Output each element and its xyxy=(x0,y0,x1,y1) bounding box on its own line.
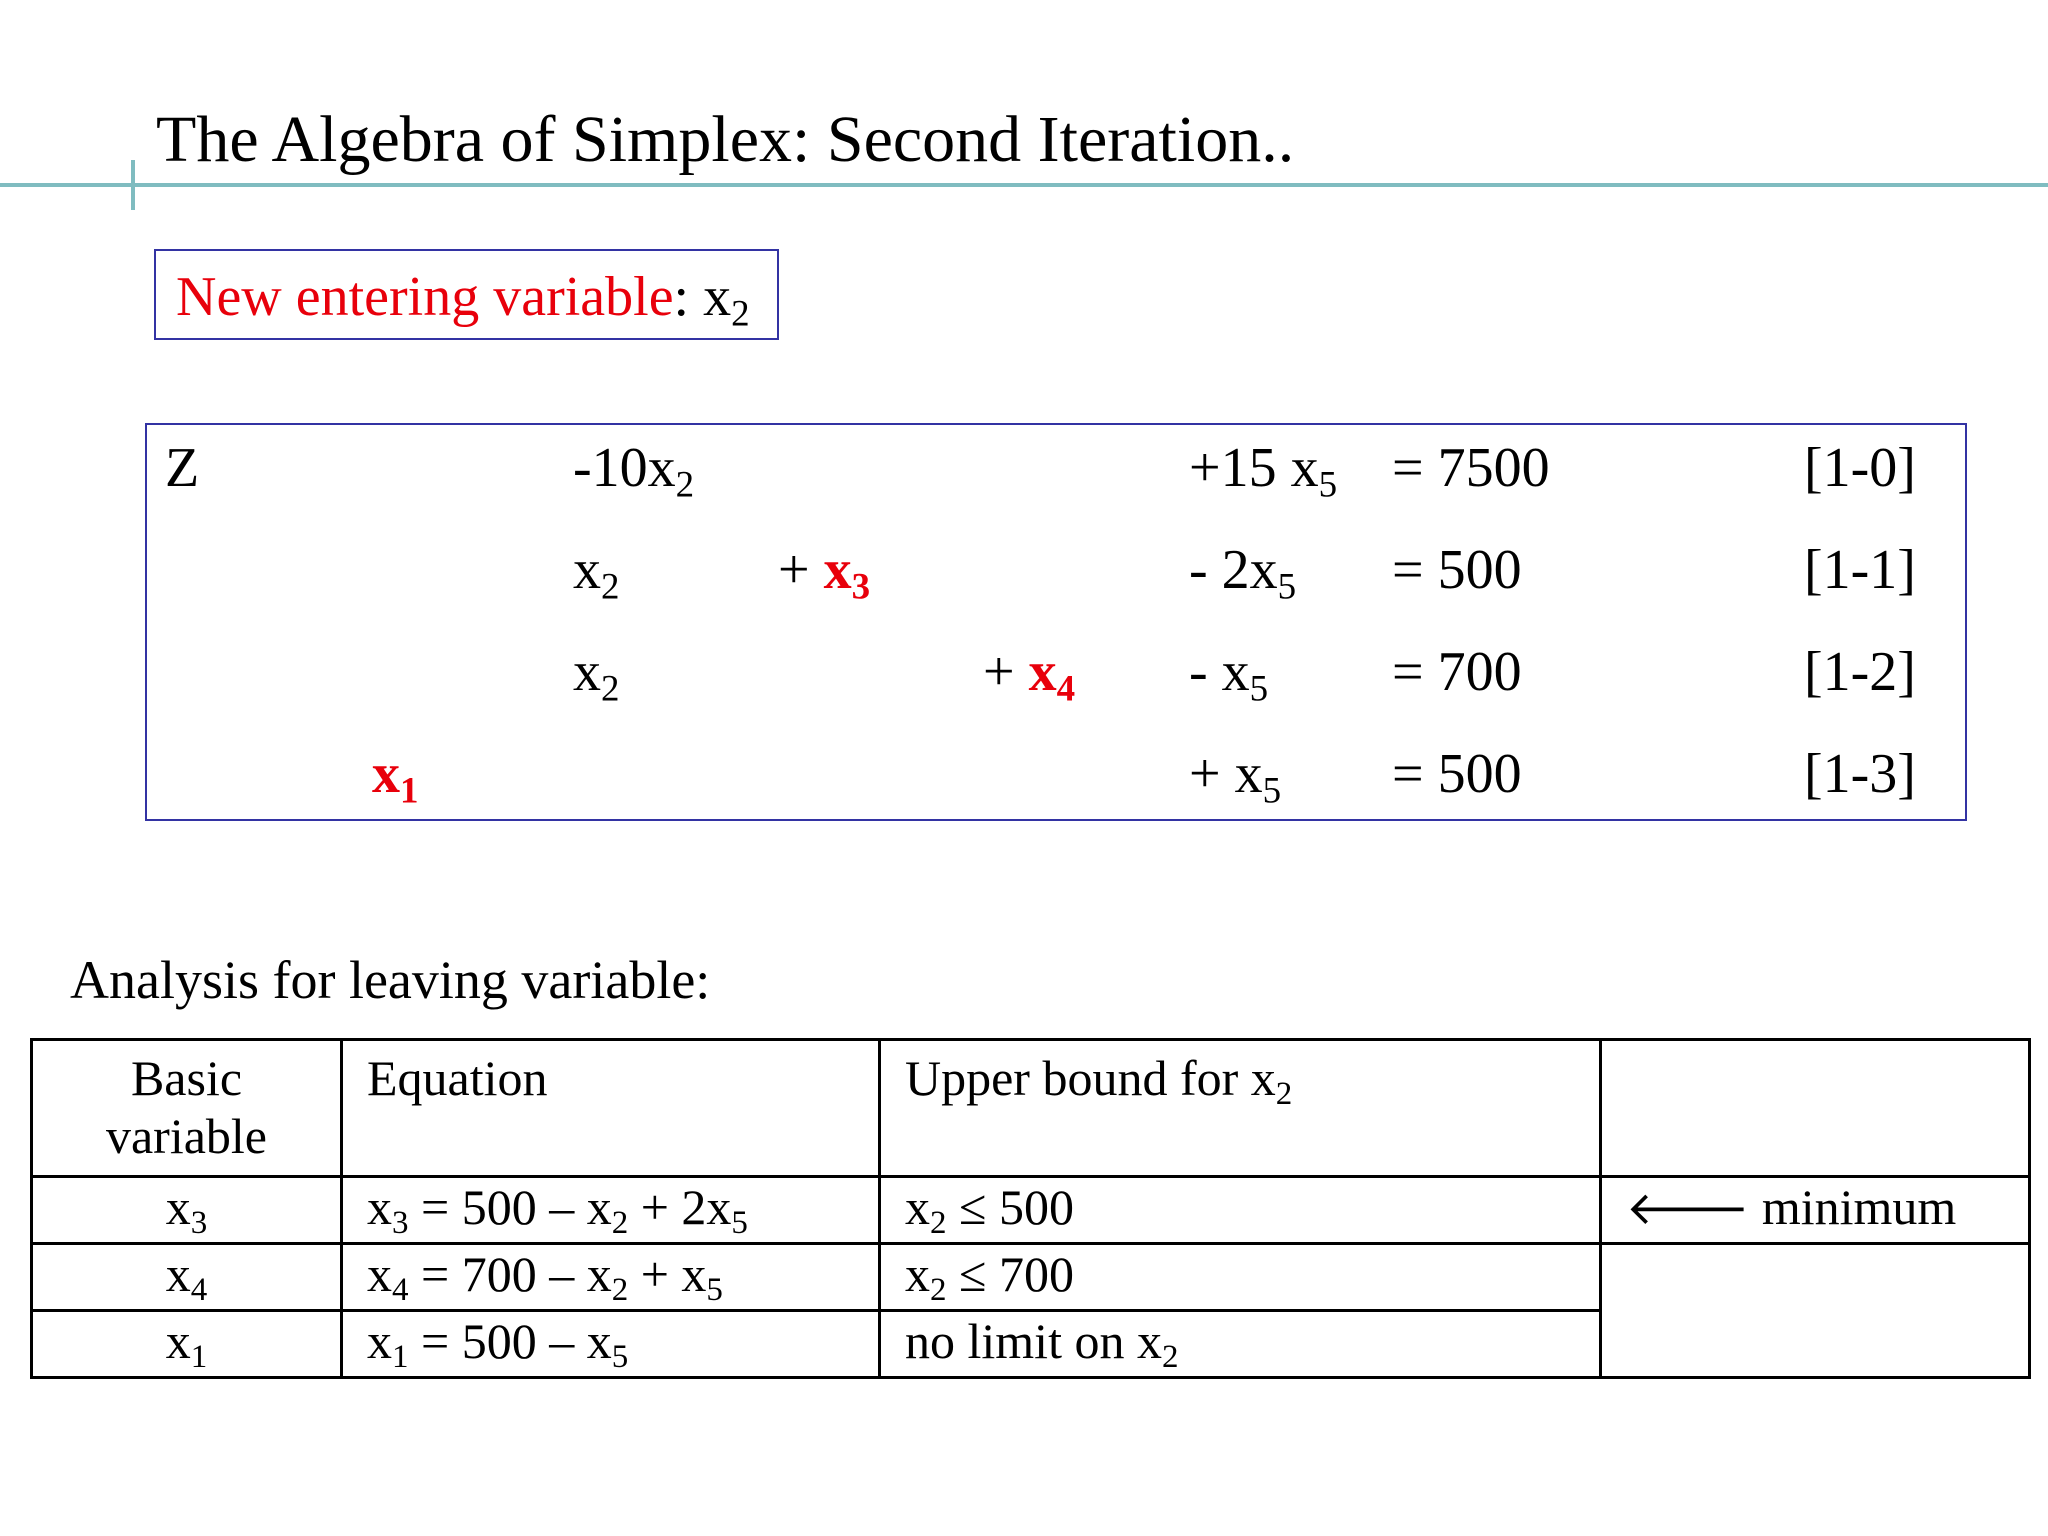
row-x1-eq-0: x xyxy=(367,1313,392,1369)
row-x1-equation xyxy=(342,1311,880,1378)
row-x3-bound-0: x xyxy=(905,1179,930,1235)
row-x4-basic xyxy=(32,1244,342,1311)
eq-row2-ref: [1-2] xyxy=(1804,641,1916,703)
slide-title: The Algebra of Simplex: Second Iteration.. xyxy=(156,103,1295,176)
eq-row3-x5-sub: 5 xyxy=(1262,769,1282,811)
row-x3-basic-sub: 3 xyxy=(190,1205,208,1242)
eq-row0-rhs: = 7500 xyxy=(1392,437,1550,499)
title-rule-horizontal xyxy=(0,183,2048,187)
row-x4-eq-0: x xyxy=(367,1246,392,1302)
header-bound-text: Upper bound for x xyxy=(905,1050,1276,1106)
eq-row1-x2 xyxy=(573,538,620,607)
header-basic-line2: variable xyxy=(105,1108,267,1164)
eq-row3-x5 xyxy=(1189,742,1282,811)
minimum-label: minimum xyxy=(1749,1179,1957,1235)
row-x1-eq-3: 5 xyxy=(611,1339,629,1376)
title-rule-vertical xyxy=(131,160,135,210)
row-x1-basic xyxy=(32,1311,342,1378)
row-x1-eq-2: = 500 – x xyxy=(408,1313,612,1369)
header-bound-sub: 2 xyxy=(1275,1076,1293,1113)
row-x3-bound-1: 2 xyxy=(930,1205,947,1242)
eq-row2-rhs: = 700 xyxy=(1392,641,1522,703)
row-x4-eq-1: 4 xyxy=(392,1272,409,1309)
row-x4-basic-sub: 4 xyxy=(190,1272,208,1309)
row-x1-bound-1: 2 xyxy=(1161,1339,1179,1376)
eq-row1-x3-var xyxy=(823,539,871,607)
row-x3-equation xyxy=(342,1177,880,1244)
eq-row0-x2-sub: 2 xyxy=(675,463,695,505)
eq-row3-ref: [1-3] xyxy=(1804,743,1916,805)
analysis-heading: Analysis for leaving variable: xyxy=(70,950,711,1010)
entering-variable-text xyxy=(176,265,750,334)
eq-row2-x2-base: x xyxy=(573,641,601,703)
eq-row1-x3-prefix: + xyxy=(778,539,824,601)
eq-row0-x2 xyxy=(573,436,695,505)
row-x3-eq-2: = 500 – x xyxy=(408,1179,612,1235)
row-x3-basic xyxy=(32,1177,342,1244)
row-x1-bound-0: no limit on x xyxy=(905,1313,1162,1369)
row-x4-eq-4: + x xyxy=(628,1246,707,1302)
row-x4-bound-0: x xyxy=(905,1246,930,1302)
entering-var-base: x xyxy=(703,266,732,328)
table-row xyxy=(32,1244,2030,1311)
eq-row3-rhs: = 500 xyxy=(1392,743,1522,805)
eq-row2-x5-base: - x xyxy=(1189,641,1250,703)
eq-row2-x2 xyxy=(573,640,620,709)
eq-row2-x4-var xyxy=(1028,641,1076,709)
row-x1-basic-sub: 1 xyxy=(190,1339,208,1376)
table-header-row xyxy=(32,1040,2030,1177)
eq-row0-x5-sub: 5 xyxy=(1318,463,1338,505)
eq-row1-x3-sub: 3 xyxy=(851,565,871,607)
row-x4-eq-3: 2 xyxy=(611,1272,629,1309)
eq-row2-x5-sub: 5 xyxy=(1249,667,1269,709)
row-x4-bound-1: 2 xyxy=(930,1272,947,1309)
row-x4-eq-5: 5 xyxy=(706,1272,723,1309)
rows-x4-x1-note xyxy=(1601,1244,2030,1378)
eq-row3-x5-base: + x xyxy=(1189,743,1263,805)
eq-row0-ref: [1-0] xyxy=(1804,437,1916,499)
entering-variable-value xyxy=(703,266,750,334)
left-arrow-icon: 🡐 xyxy=(1626,1181,1750,1235)
eq-row0-x5 xyxy=(1189,436,1338,505)
row-x3-eq-3: 2 xyxy=(611,1205,629,1242)
row-x1-bound xyxy=(880,1311,1601,1378)
table-row xyxy=(32,1177,2030,1244)
row-x1-eq-1: 1 xyxy=(392,1339,409,1376)
row-x3-bound xyxy=(880,1177,1601,1244)
header-equation: Equation xyxy=(342,1040,880,1177)
eq-z: Z xyxy=(165,437,200,499)
eq-row0-x2-base: -10x xyxy=(573,437,676,499)
entering-var-sub: 2 xyxy=(731,292,750,334)
row-x4-eq-2: = 700 – x xyxy=(408,1246,612,1302)
row-x3-eq-0: x xyxy=(367,1179,392,1235)
row-x3-eq-4: + 2x xyxy=(628,1179,732,1235)
eq-row0-x5-base: +15 x xyxy=(1189,437,1319,499)
eq-row1-x5-base: - 2x xyxy=(1189,539,1278,601)
eq-row1-x3-base: x xyxy=(823,539,852,601)
equation-system xyxy=(145,423,1967,821)
eq-row3-x1-base: x xyxy=(372,743,400,805)
row-x4-bound-2: ≤ 700 xyxy=(946,1246,1074,1302)
eq-row2-x4 xyxy=(983,640,1076,709)
eq-row1-x2-sub: 2 xyxy=(601,565,620,607)
row-x3-basic-base: x xyxy=(165,1179,191,1235)
row-x3-eq-1: 3 xyxy=(392,1205,409,1242)
eq-row1-x5 xyxy=(1189,538,1297,607)
header-note xyxy=(1601,1040,2030,1177)
eq-row1-x5-sub: 5 xyxy=(1277,565,1297,607)
row-x3-bound-2: ≤ 500 xyxy=(946,1179,1074,1235)
entering-separator: : xyxy=(673,266,704,328)
eq-row3-x1 xyxy=(372,742,419,811)
row-x1-basic-base: x xyxy=(165,1313,191,1369)
row-x4-bound xyxy=(880,1244,1601,1311)
entering-variable-box xyxy=(154,249,779,340)
row-x4-basic-base: x xyxy=(165,1246,191,1302)
entering-variable-label: New entering variable xyxy=(176,266,674,328)
row-x3-eq-5: 5 xyxy=(731,1205,748,1242)
eq-row2-x2-sub: 2 xyxy=(601,667,620,709)
eq-row1-rhs: = 500 xyxy=(1392,539,1522,601)
eq-row3-x1-sub: 1 xyxy=(400,769,419,811)
header-basic-variable xyxy=(32,1040,342,1177)
eq-row2-x4-sub: 4 xyxy=(1056,667,1076,709)
row-x4-equation xyxy=(342,1244,880,1311)
leaving-variable-table xyxy=(30,1038,2031,1379)
eq-row2-x5 xyxy=(1189,640,1269,709)
eq-row2-x4-base: x xyxy=(1028,641,1057,703)
eq-row1-x3 xyxy=(778,538,871,607)
row-x3-note xyxy=(1601,1177,2030,1244)
header-basic-line1: Basic xyxy=(130,1050,243,1106)
eq-row1-ref: [1-1] xyxy=(1804,539,1916,601)
eq-row2-x4-prefix: + xyxy=(983,641,1029,703)
eq-row1-x2-base: x xyxy=(573,539,601,601)
header-upper-bound xyxy=(880,1040,1601,1177)
